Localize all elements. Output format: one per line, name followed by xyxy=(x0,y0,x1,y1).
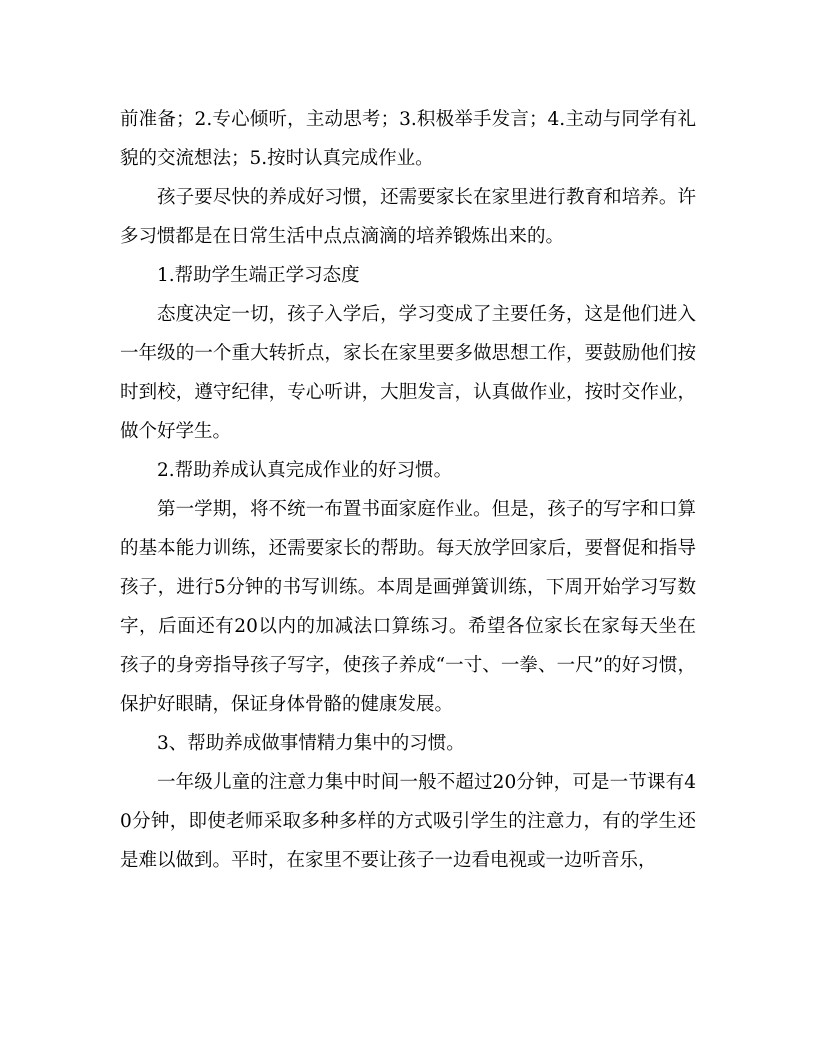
paragraph-continuation: 前准备；2.专心倾听，主动思考；3.积极举手发言；4.主动与同学有礼貌的交流想法；5.按时认真完成作业。 xyxy=(120,109,696,169)
paragraph-body: 一年级儿童的注意力集中时间一般不超过20分钟，可是一节课有40分钟，即使老师采取多种多样的方式吸引学生的注意力，有的学生还是难以做到。平时，在家里不要让孩子一边看电视或一边听音乐， xyxy=(120,772,696,871)
paragraph-body: 态度决定一切，孩子入学后，学习变成了主要任务，这是他们进入一年级的一个重大转折点，家长在家里要多做思想工作，要鼓励他们按时到校，遵守纪律，专心听讲，大胆发言，认真做作业，按时交作业，做个好学生。 xyxy=(120,304,696,442)
paragraph-body: 第一学期，将不统一布置书面家庭作业。但是，孩子的写字和口算的基本能力训练，还需要家长的帮助。每天放学回家后，要督促和指导孩子，进行5分钟的书写训练。本周是画弹簧训练，下周开始学习写数字，后面还有20以内的加减法口算练习。希望各位家长在家每天坐在孩子的身旁指导孩子写字，使孩子养成“一寸、一拳、一尺”的好习惯，保护好眼睛，保证身体骨骼的健康发展。 xyxy=(120,499,696,715)
section-heading: 3、帮助养成做事情精力集中的习惯。 xyxy=(157,733,465,754)
section-heading: 1.帮助学生端正学习态度 xyxy=(157,265,360,286)
section-heading: 2.帮助养成认真完成作业的好习惯。 xyxy=(157,460,453,481)
document-page xyxy=(120,100,696,880)
paragraph-body: 孩子要尽快的养成好习惯，还需要家长在家里进行教育和培养。许多习惯都是在日常生活中点点滴滴的培养锻炼出来的。 xyxy=(120,187,696,247)
